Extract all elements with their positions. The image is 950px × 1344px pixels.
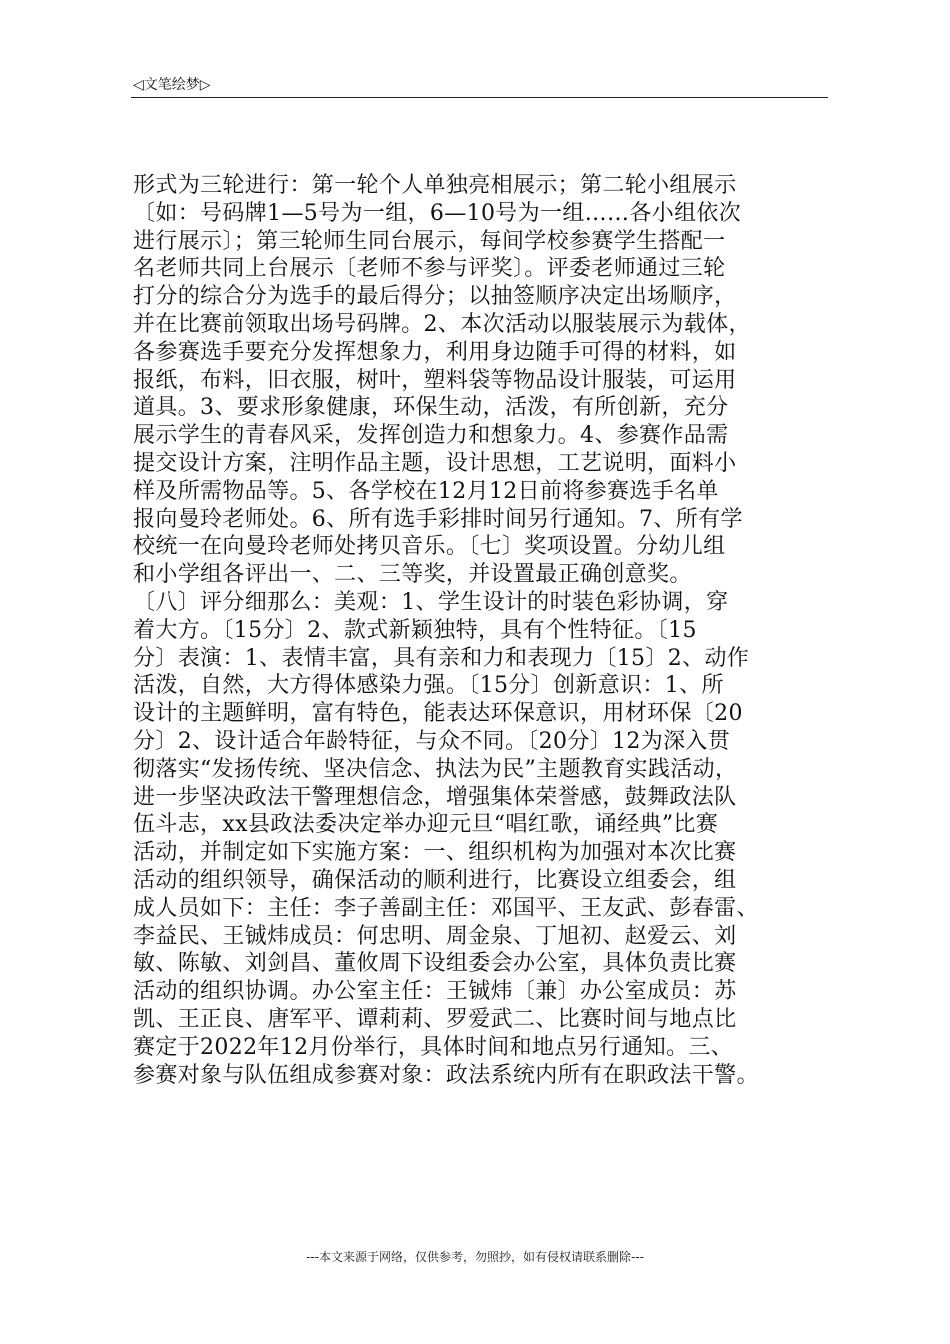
document-body: [133, 172, 853, 1089]
body-line-32: 赛定于2022年12月份举行，具体时间和地点另行通知。三、: [133, 1034, 734, 1060]
body-line-27: 成人员如下：主任：李子善副主任：邓国平、王友武、彭春雷、: [133, 895, 759, 921]
body-line-26: 活动的组织领导，确保活动的顺利进行，比赛设立组委会，组: [133, 867, 737, 893]
body-line-23: 进一步坚决政法干警理想信念，增强集体荣誉感，鼓舞政法队: [133, 784, 737, 810]
body-line-2: 〔如：号码牌1—5号为一组，6—10号为一组……各小组依次: [133, 200, 742, 226]
body-line-13: 报向曼玲老师处。6、所有选手彩排时间另行通知。7、所有学: [133, 506, 743, 532]
body-line-6: 并在比赛前领取出场号码牌。2、本次活动以服装展示为载体，: [133, 311, 751, 337]
body-line-30: 活动的组织协调。办公室主任：王铖炜〔兼〕办公室成员：苏: [133, 979, 737, 1005]
body-line-17: 着大方。〔15分〕2、款式新颖独特，具有个性特征。〔15: [133, 617, 697, 643]
body-line-31: 凯、王正良、唐军平、谭莉莉、罗爱武二、比赛时间与地点比: [133, 1006, 737, 1032]
body-line-4: 名老师共同上台展示〔老师不参与评奖〕。评委老师通过三轮: [133, 256, 726, 282]
body-line-29: 敏、陈敏、刘剑昌、董攸周下设组委会办公室，具体负责比赛: [133, 951, 737, 977]
body-line-11: 提交设计方案，注明作品主题，设计思想，工艺说明，面料小: [133, 450, 737, 476]
body-line-22: 彻落实“发扬传统、坚决信念、执法为民”主题教育实践活动，: [133, 756, 738, 782]
body-line-28: 李益民、王铖炜成员：何忠明、周金泉、丁旭初、赵爱云、刘: [133, 923, 737, 949]
body-line-19: 活泼，自然，大方得体感染力强。〔15分〕创新意识：1、所: [133, 673, 724, 699]
body-line-14: 校统一在向曼玲老师处拷贝音乐。〔七〕奖项设置。分幼儿组: [133, 534, 726, 560]
body-line-8: 报纸，布料，旧衣服，树叶，塑料袋等物品设计服装，可运用: [133, 367, 737, 393]
body-line-15: 和小学组各评出一、二、三等奖，并设置最正确创意奖。: [133, 562, 692, 588]
document-footer: ---本文来源于网络，仅供参考，勿照抄，如有侵权请联系删除---: [306, 1250, 644, 1264]
header-divider: [131, 97, 828, 98]
body-line-9: 道具。3、要求形象健康，环保生动，活泼，有所创新，充分: [133, 395, 729, 421]
body-line-24: 伍斗志，xx县政法委决定举办迎元旦“唱红歌，诵经典”比赛: [133, 812, 719, 838]
body-line-18: 分〕表演：1、表情丰富，具有亲和力和表现力〔15〕2、动作: [133, 645, 750, 671]
document-header: ◁文笔绘梦▷: [133, 77, 211, 93]
body-line-1: 形式为三轮进行：第一轮个人单独亮相展示；第二轮小组展示: [133, 173, 737, 198]
body-line-7: 各参赛选手要充分发挥想象力，利用身边随手可得的材料，如: [133, 339, 737, 365]
body-line-20: 设计的主题鲜明，富有特色，能表达环保意识，用材环保〔20: [133, 701, 743, 727]
body-line-33: 参赛对象与队伍组成参赛对象：政法系统内所有在职政法干警。: [133, 1062, 759, 1088]
body-line-16: 〔八〕评分细那么：美观：1、学生设计的时装色彩协调，穿: [133, 589, 729, 615]
body-line-3: 进行展示〕；第三轮师生同台展示，每间学校参赛学生搭配一: [133, 228, 726, 254]
body-line-5: 打分的综合分为选手的最后得分；以抽签顺序决定出场顺序，: [133, 284, 737, 310]
body-line-21: 分〕2、设计适合年龄特征，与众不同。〔20分〕12为深入贯: [133, 728, 731, 754]
body-line-12: 样及所需物品等。5、各学校在12月12日前将参赛选手名单: [133, 478, 719, 504]
body-line-10: 展示学生的青春风采，发挥创造力和想象力。4、参赛作品需: [133, 423, 729, 449]
body-line-25: 活动，并制定如下实施方案：一、组织机构为加强对本次比赛: [133, 840, 737, 866]
